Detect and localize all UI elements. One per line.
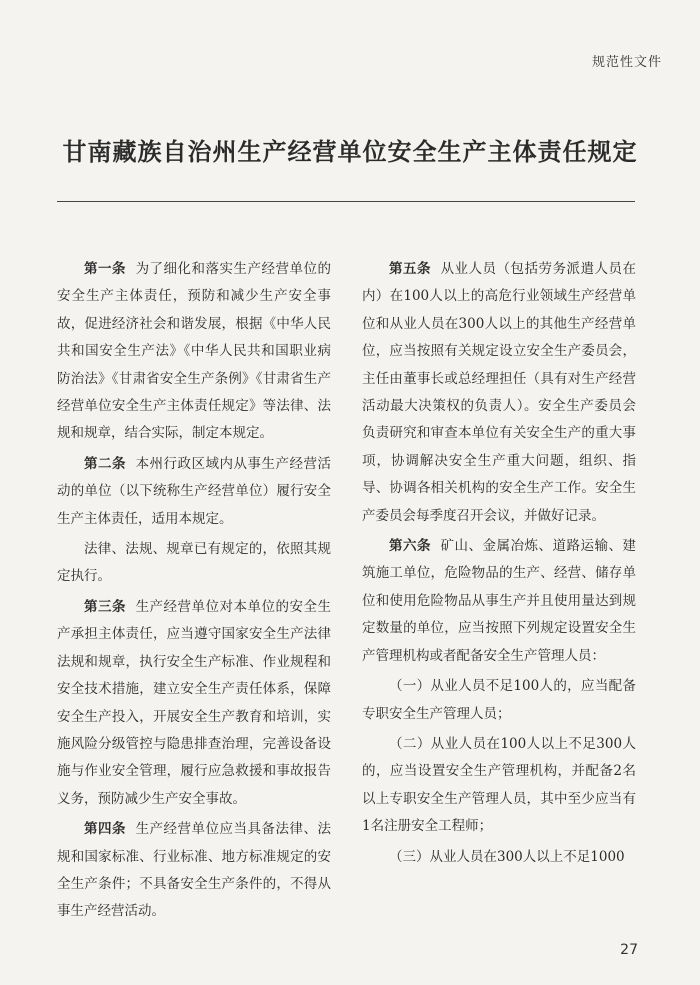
paragraph-article-5 (362, 256, 636, 530)
paragraph-article-3 (57, 594, 331, 813)
paragraph-item-2 (362, 731, 636, 841)
document-title: 甘南藏族自治州生产经营单位安全生产主体责任规定 (62, 138, 638, 166)
paragraph-item-3 (362, 844, 636, 871)
article-text: 从业人员（包括劳务派遣人员在内）在100人以上的高危行业领域生产经营单位和从业人员在300人以上的其他生产经营单位，应当按照有关规定设立安全生产委员会，主任由董事长或总经理担任（具有对生产经营活动最大决策权的负责人）。安全生产委员会负责研究和审查本单位有关安全生产的重大事项，协调解决安全生产重大问题，组织、指导、协调各相关机构的安全生产工作。安全生产委员会每季度召开会议，并做好记录。 (362, 261, 636, 524)
article-text: 矿山、金属冶炼、道路运输、建筑施工单位，危险物品的生产、经营、储存单位和使用危险物品从事生产并且使用量达到规定数量的单位，应当按照下列规定设置安全生产管理机构或者配备安全生产管理人员： (362, 538, 636, 664)
paragraph-article-1 (57, 256, 331, 448)
article-text: （三）从业人员在300人以上不足1000 (389, 848, 625, 865)
article-text: （一）从业人员不足100人的，应当配备专职安全生产管理人员； (362, 678, 636, 722)
title-divider (57, 201, 635, 202)
article-text: 生产经营单位对本单位的安全生产承担主体责任，应当遵守国家安全生产法律法规和规章，执行安全生产标准、作业规程和安全技术措施，建立安全生产责任体系，保障安全生产投入，开展安全生产教育和培训，实施风险分级管控与隐患排查治理，完善设备设施与作业安全管理，履行应急救援和事故报告义务，预防减少生产安全事故。 (57, 598, 331, 807)
paragraph-article-2 (57, 451, 331, 533)
paragraph-article-6 (362, 533, 636, 670)
right-column (362, 256, 636, 874)
document-type-label: 规范性文件 (591, 55, 662, 70)
article-text: 法律、法规、规章已有规定的，依照其规定执行。 (57, 541, 331, 585)
left-column (57, 256, 331, 929)
paragraph-article-4 (57, 816, 331, 926)
paragraph-item-1 (362, 673, 636, 728)
article-text: 生产经营单位应当具备法律、法规和国家标准、行业标准、地方标准规定的安全生产条件；不具备安全生产条件的，不得从事生产经营活动。 (57, 821, 331, 920)
article-heading: 第五条 (389, 261, 431, 277)
article-heading: 第六条 (389, 538, 431, 555)
article-text: 为了细化和落实生产经营单位的安全生产主体责任，预防和减少生产安全事故，促进经济社会和谐发展，根据《中华人民共和国安全生产法》《中华人民共和国职业病防治法》《甘肃省安全生产条例》《甘肃省生产经营单位安全生产主体责任规定》等法律、法规和规章，结合实际，制定本规定。 (57, 261, 331, 442)
article-heading: 第三条 (84, 598, 126, 615)
article-text: （二）从业人员在100人以上不足300人的，应当设置安全生产管理机构，并配备2名以上专职安全生产管理人员，其中至少应当有1名注册安全工程师； (362, 735, 636, 835)
article-heading: 第一条 (84, 261, 126, 277)
article-text: 本州行政区域内从事生产经营活动的单位（以下统称生产经营单位）履行安全生产主体责任，适用本规定。 (57, 455, 331, 527)
article-heading: 第四条 (84, 821, 126, 838)
paragraph-article-2-note (57, 536, 331, 591)
article-heading: 第二条 (84, 455, 126, 472)
page-number: 27 (620, 942, 638, 958)
